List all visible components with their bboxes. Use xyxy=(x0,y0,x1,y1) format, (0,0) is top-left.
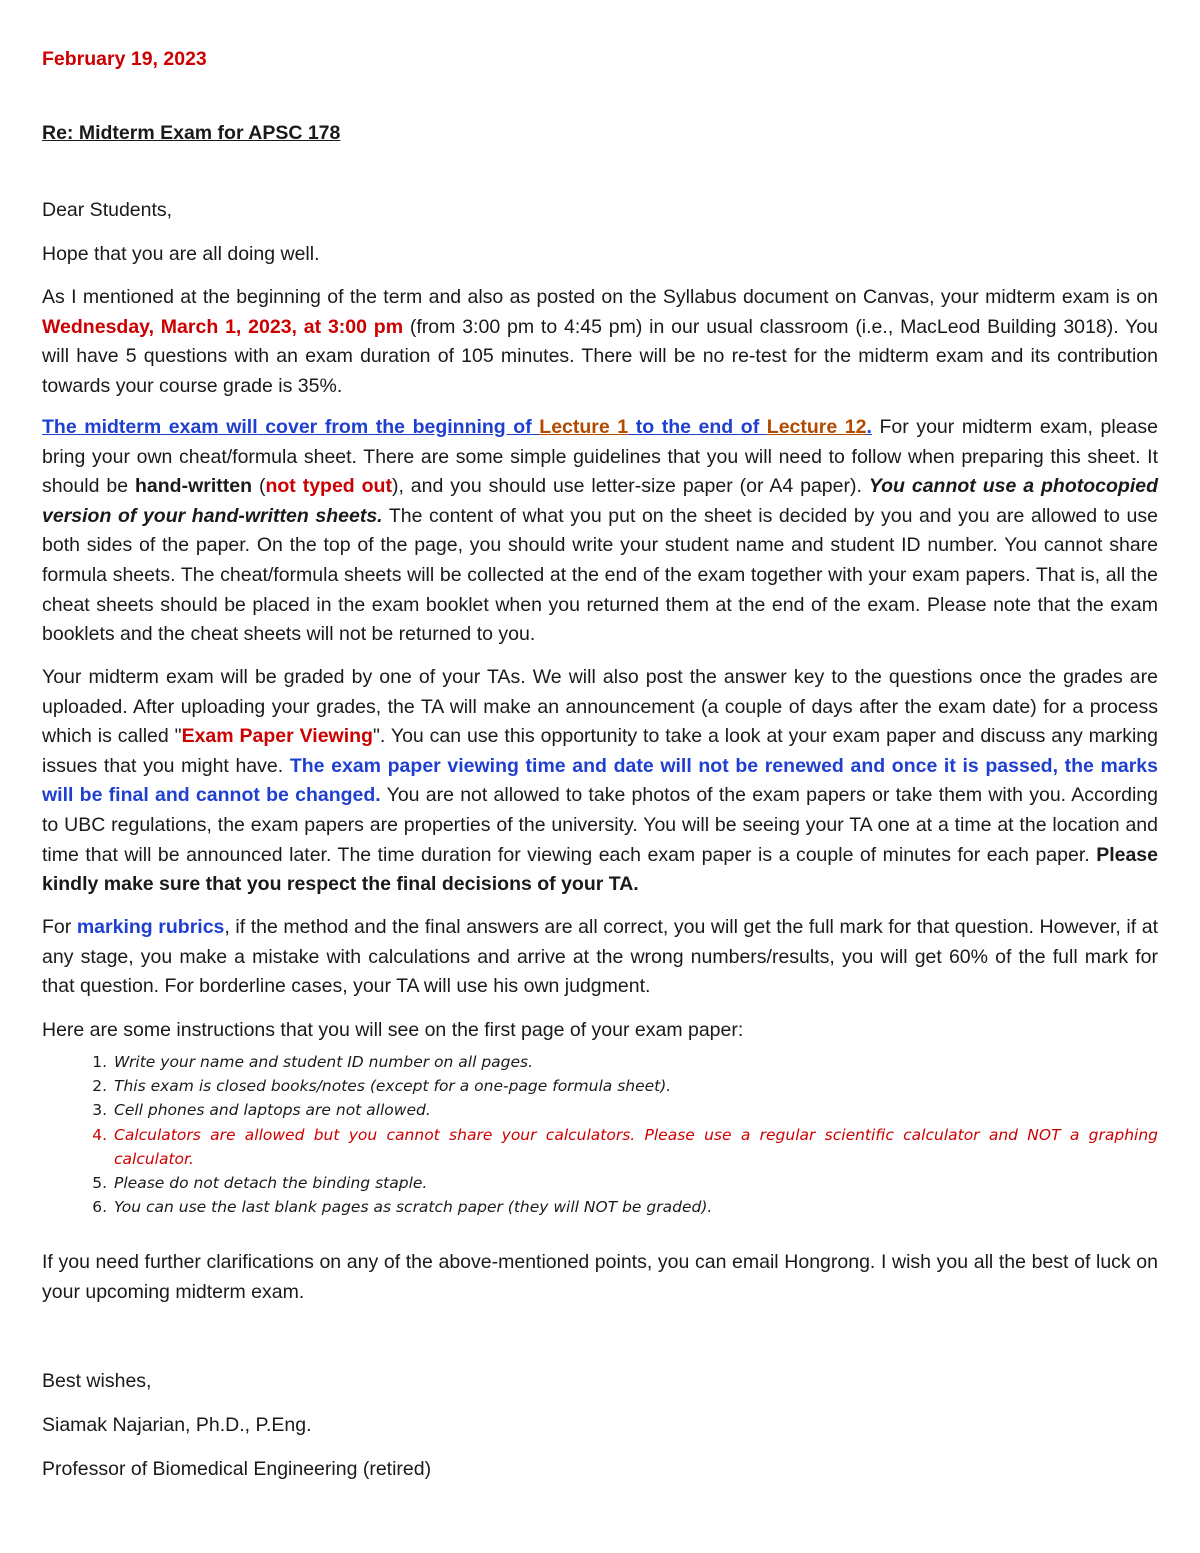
list-item: 3. Cell phones and laptops are not allowed. xyxy=(112,1098,1158,1122)
final-marks-notice: The exam paper viewing time and date will not be renewed and once it is passed, the marks will be final and cannot be changed. xyxy=(42,754,1158,807)
exam-instructions-list xyxy=(42,1050,1158,1219)
letter-subject: Re: Midterm Exam for APSC 178 xyxy=(42,122,341,144)
paragraph-marking-rubrics xyxy=(42,913,1158,1002)
respect-ta-notice: Please kindly make sure that you respect the final decisions of your TA. xyxy=(42,843,1158,896)
closing-salutation: Best wishes, xyxy=(42,1370,152,1392)
coverage-text-c: . xyxy=(866,416,872,438)
exam-paper-viewing-emphasis: Exam Paper Viewing xyxy=(181,725,373,748)
cheat-sheet-text-1: For your midterm exam, please bring your own cheat/formula sheet. There are some simple guidelines that you will need to follow when preparing this sheet. It should be xyxy=(42,416,1158,498)
paragraph-cheat-sheet xyxy=(42,413,1158,650)
coverage-text-b: to the end of xyxy=(628,416,767,438)
rubrics-text-2: , if the method and the final answers are all correct, you will get the full mark for that question. However, if at any stage, you make a mistake with calculations and arrive at the wrong numbers/results, you will get 60% of the full mark for that question. For borderline cases, your TA will use his own judgment. xyxy=(42,916,1158,998)
coverage-lecture-12: Lecture 12 xyxy=(766,416,867,438)
grading-text-2: ". You can use this opportunity to take a look at your exam paper and discuss any marking issues that you might have. xyxy=(42,725,1158,777)
cheat-sheet-text-4: The content of what you put on the sheet is decided by you and you are allowed to use both sides of the paper. On the top of the page, you should write your student name and student ID number. You cannot share formula sheets. The cheat/formula sheets will be collected at the end of the exam together with your exam papers. That is, all the cheat sheets should be placed in the exam booklet when you returned them at the end of the exam. Please note that the exam booklets and the cheat sheets will not be returned to you. xyxy=(42,504,1158,646)
list-item: 2. This exam is closed books/notes (except for a one-page formula sheet). xyxy=(112,1074,1158,1098)
grading-text-1: Your midterm exam will be graded by one of your TAs. We will also post the answer key to the questions once the grades are uploaded. After uploading your grades, the TA will make an announcement (a couple of days after the exam date) for a process which is called " xyxy=(42,666,1158,748)
letter-date: February 19, 2023 xyxy=(42,48,207,70)
grading-text-3: You are not allowed to take photos of the exam papers or take them with you. According to UBC regulations, the exam papers are properties of the university. You will be seeing your TA one at a time at the location and time that will be announced later. The time duration for viewing each exam paper is a couple of minutes for each paper. xyxy=(42,784,1158,866)
exam-date-time: Wednesday, March 1, 2023, at 3:00 pm xyxy=(42,315,404,338)
coverage-text-a: The midterm exam will cover from the beginning of xyxy=(42,416,540,438)
list-item: 6. You can use the last blank pages as scratch paper (they will NOT be graded). xyxy=(112,1195,1158,1219)
signatory-title: Professor of Biomedical Engineering (retired) xyxy=(42,1458,432,1480)
paragraph-wellbeing: Hope that you are all doing well. xyxy=(42,243,320,265)
paragraph-instructions-intro: Here are some instructions that you will see on the first page of your exam paper: xyxy=(42,1019,744,1041)
hand-written-emphasis: hand-written xyxy=(135,475,253,498)
list-item-calculators: 4. Calculators are allowed but you cannot share your calculators. Please use a regular scientific calculator and NOT a graphing calculator. xyxy=(112,1123,1158,1171)
greeting: Dear Students, xyxy=(42,199,173,221)
no-photocopy-emphasis: You cannot use a photocopied version of your hand-written sheets. xyxy=(42,475,1158,527)
signatory-name: Siamak Najarian, Ph.D., P.Eng. xyxy=(42,1414,312,1436)
cheat-sheet-text-2: ( xyxy=(252,475,266,498)
schedule-text-1: As I mentioned at the beginning of the term and also as posted on the Syllabus document on Canvas, your midterm exam is on xyxy=(42,286,1158,308)
coverage-lecture-1: Lecture 1 xyxy=(539,416,629,438)
paragraph-grading xyxy=(42,663,1158,900)
rubrics-text-1: For xyxy=(42,916,77,938)
schedule-text-2: (from 3:00 pm to 4:45 pm) in our usual classroom (i.e., MacLeod Building 3018). You will have 5 questions with an exam duration of 105 minutes. There will be no re-test for the midterm exam and its contribution towards your course grade is 35%. xyxy=(42,315,1158,397)
list-item: 5. Please do not detach the binding staple. xyxy=(112,1171,1158,1195)
marking-rubrics-emphasis: marking rubrics xyxy=(76,916,225,938)
list-item: 1. Write your name and student ID number on all pages. xyxy=(112,1050,1158,1074)
paragraph-exam-schedule xyxy=(42,283,1158,401)
cheat-sheet-text-3: ), and you should use letter-size paper (or A4 paper). xyxy=(391,475,869,498)
paragraph-closing: If you need further clarifications on any of the above-mentioned points, you can email Hongrong. I wish you all the best of luck on your upcoming midterm exam. xyxy=(42,1251,1158,1303)
not-typed-emphasis: not typed out xyxy=(265,475,392,498)
